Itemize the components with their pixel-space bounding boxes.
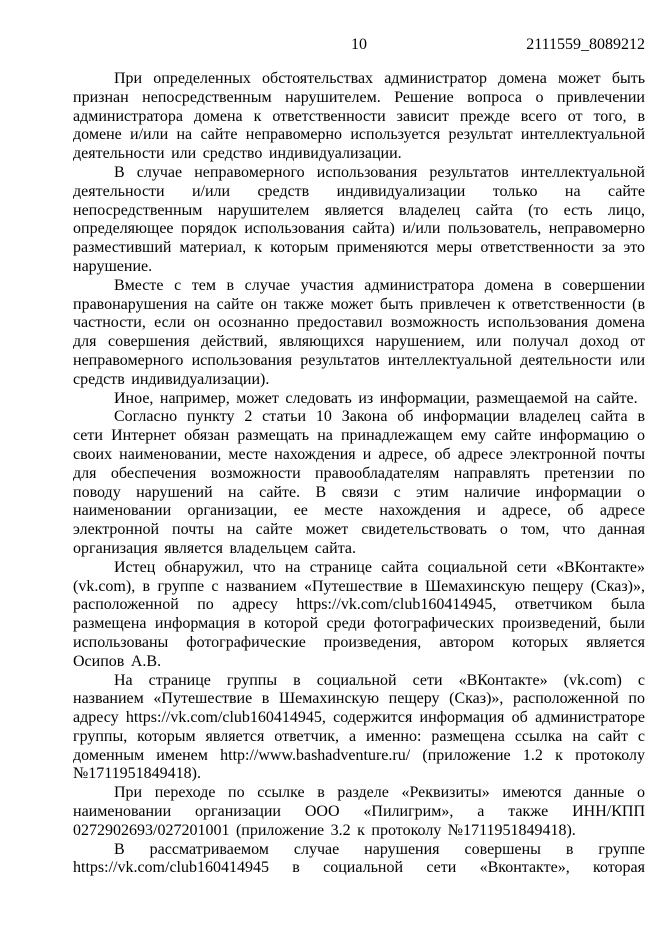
paragraph-vk-group-admin-info: На странице группы в социальной сети «ВКонтакте» (vk.com) с названием «Путешествие в Шемахинскую пещеру (Сказ)», расположенной по адресу https://vk.com/club160414945, содержится информация об администраторе группы, которым является ответчик, а именно: размещена ссылка на сайт с доменным именем http://www.bashadventure.ru/ (приложение 1.2 к протоколу №1711951849418).: [73, 671, 645, 783]
paragraph-admin-participation: Вместе с тем в случае участия администратора домена в совершении правонарушения на сайте он также может быть привлечен к ответственности (в частности, если он осознанно предоставил возможность использования домена для совершения действий, являющихся нарушением, или получал доход от неправомерного использования результатов интеллектуальной деятельности или средств индивидуализации).: [73, 276, 645, 388]
paragraph-case-violations: В рассматриваемом случае нарушения совершены в группе https://vk.com/club160414945 в социальной сети «Вконтакте», которая: [73, 840, 645, 877]
paragraph-other-from-site-info: Иное, например, может следовать из информации, размещаемой на сайте.: [114, 389, 638, 407]
paragraph-plaintiff-discovery: Истец обнаружил, что на странице сайта социальной сети «ВКонтакте» (vk.com), в группе с названием «Путешествие в Шемахинскую пещеру (Сказ)», расположенной по адресу https://vk.com/club160414945, ответчиком была размещена информация в которой среди фотографических произведений, были использованы фотографические произведения, автором которых является Осипов А.В.: [73, 558, 645, 670]
paragraph-domain-admin-liability: При определенных обстоятельствах администратор домена может быть признан непосредственным нарушителем. Решение вопроса о привлечении администратора домена к ответственности зависит прежде всего от того, в домене и/или на сайте неправомерно используется результат интеллектуальной деятельности или средство индивидуализации.: [73, 70, 645, 163]
page-header: [73, 36, 645, 55]
document-id: 2111559_8089212: [526, 36, 645, 53]
document-body: [73, 70, 645, 878]
paragraph-site-owner-infringer: В случае неправомерного использования результатов интеллектуальной деятельности и/или средств индивидуализации только на сайте непосредственным нарушителем является владелец сайта (то есть лицо, определяющее порядок использования сайта) и/или пользователь, неправомерно разместивший материал, к которым применяются меры ответственности за это нарушение.: [73, 163, 645, 275]
page-number: 10: [351, 36, 367, 53]
paragraph-law-article-10: Согласно пункту 2 статьи 10 Закона об информации владелец сайта в сети Интернет обязан размещать на принадлежащем ему сайте информацию о своих наименовании, месте нахождения и адресе, об адресе электронной почты для обеспечения возможности правообладателям направлять претензии по поводу нарушений на сайте. В связи с этим наличие информации о наименовании организации, ее месте нахождения и адресе, об адресе электронной почты на сайте может свидетельствовать о том, что данная организация является владельцем сайта.: [73, 408, 645, 557]
paragraph-rekvizity-details: При переходе по ссылке в разделе «Реквизиты» имеются данные о наименовании организации ООО «Пилигрим», а также ИНН/КПП 0272902693/027201001 (приложение 3.2 к протоколу №1711951849418).: [73, 784, 645, 839]
